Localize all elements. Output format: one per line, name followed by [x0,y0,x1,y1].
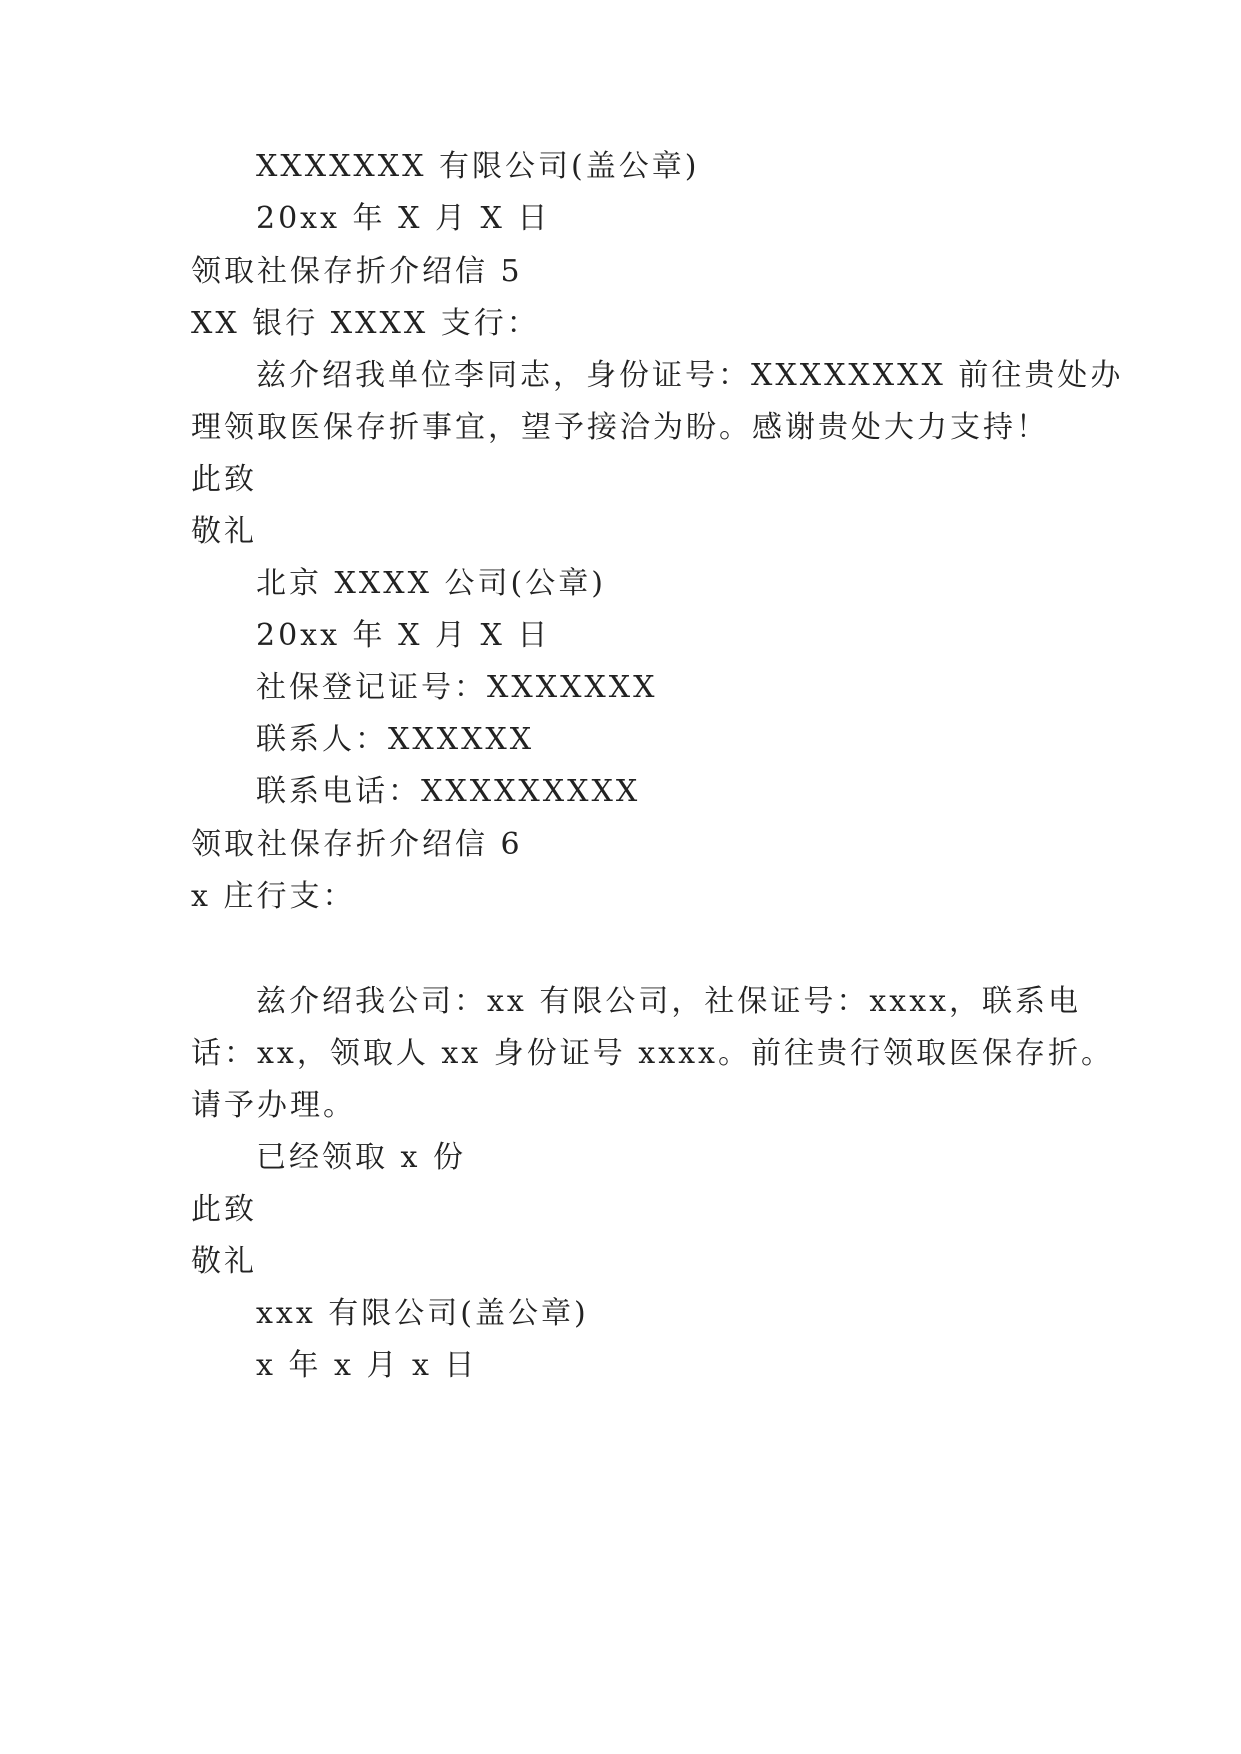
letter-5-body-line-2: 理领取医保存折事宜，望予接洽为盼。感谢贵处大力支持！ [191,410,1049,445]
letter-6-addressee: x 庄行支： [191,879,356,914]
letter-6-received: 已经领取 x 份 [256,1140,466,1175]
letter-6-sign-company: xxx 有限公司(盖公章) [256,1296,589,1331]
letter-5-addressee: XX 银行 XXXX 支行： [191,306,540,341]
letter-6-salutation-2: 敬礼 [191,1244,257,1279]
letter-5-body-line-1: 兹介绍我单位李同志，身份证号：XXXXXXXX 前往贵处办 [256,358,1124,393]
letter-5-contact-person: 联系人：XXXXXX [256,722,535,757]
letter-5-title: 领取社保存折介绍信 5 [191,254,523,289]
letter-6-body-line-1: 兹介绍我公司：xx 有限公司，社保证号：xxxx，联系电 [256,984,1082,1019]
closing-company: XXXXXXX 有限公司(盖公章) [256,149,700,184]
letter-6-body-line-3: 请予办理。 [191,1088,356,1123]
letter-5-contact-phone: 联系电话：XXXXXXXXX [256,774,641,809]
letter-6-salutation-1: 此致 [191,1192,257,1227]
letter-5-salutation-2: 敬礼 [191,514,257,549]
letter-5-sign-company: 北京 XXXX 公司(公章) [256,566,606,601]
letter-6-body-line-2: 话：xx，领取人 xx 身份证号 xxxx。前往贵行领取医保存折。 [191,1036,1114,1071]
letter-5-sign-date: 20xx 年 X 月 X 日 [256,618,551,653]
letter-6-sign-date: x 年 x 月 x 日 [256,1348,478,1383]
letter-5-social-security-no: 社保登记证号：XXXXXXX [256,670,658,705]
letter-6-title: 领取社保存折介绍信 6 [191,827,523,862]
closing-date: 20xx 年 X 月 X 日 [256,201,551,236]
letter-5-salutation-1: 此致 [191,462,257,497]
